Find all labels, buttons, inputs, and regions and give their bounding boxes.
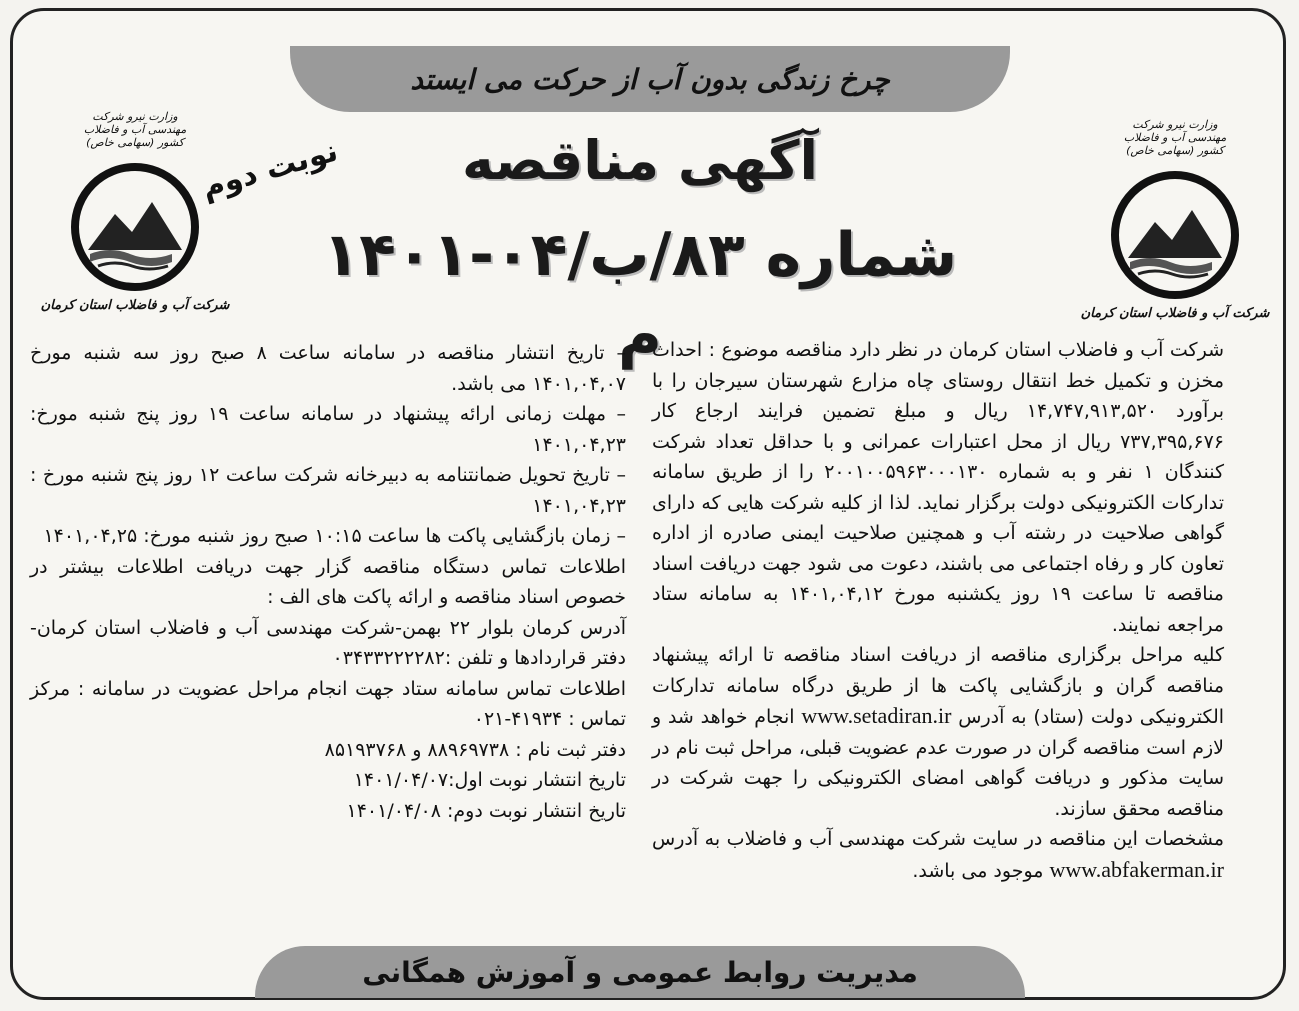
setadiran-link[interactable]: www.setadiran.ir: [801, 703, 952, 728]
contact-intro-line: اطلاعات تماس دستگاه مناقصه گزار جهت دریافت اطلاعات بیشتر در خصوص اسناد مناقصه و ارائه پاکت های الف :: [30, 555, 626, 608]
paragraph-specs: مشخصات این مناقصه در سایت شرکت مهندسی آب و فاضلاب به آدرس www.abfakerman.ir موجود می باشد.: [652, 828, 1224, 882]
setad-contact-line: اطلاعات تماس سامانه ستاد جهت انجام مراحل عضویت در سامانه : مرکز تماس : ۴۱۹۳۴-۰۲۱: [30, 677, 626, 730]
publish-date-line: – تاریخ انتشار مناقصه در سامانه ساعت ۸ صبح روز سه شنبه مورخ ۱۴۰۱,۰۴,۰۷ می باشد.: [30, 342, 627, 395]
water-company-logo-icon: [60, 162, 210, 292]
ad-title: آگهی مناقصه: [461, 129, 819, 192]
first-publish-line: تاریخ انتشار نوبت اول:۱۴۰۱/۰۴/۰۷: [353, 769, 626, 791]
address-line: آدرس کرمان بلوار ۲۲ بهمن-شرکت مهندسی آب و فاضلاب استان کرمان-دفتر قراردادها و تلفن :۰۳۴۳۳۲۲۲۲۸۲: [30, 616, 626, 669]
water-company-logo-icon: [1100, 170, 1250, 300]
footer-text: مدیریت روابط عمومی و آموزش همگانی: [362, 955, 918, 989]
slogan-banner: [290, 46, 1010, 112]
footer-banner: [255, 946, 1025, 998]
abfakerman-link[interactable]: www.abfakerman.ir: [1049, 856, 1224, 882]
opening-line: – زمان بازگشایی پاکت ها ساعت ۱۰:۱۵ صبح روز شنبه مورخ: ۱۴۰۱,۰۴,۲۵: [43, 525, 626, 547]
paragraph-intro: شرکت آب و فاضلاب استان کرمان در نظر دارد مناقصه موضوع : احداث مخزن و تکمیل خط انتقال روستای چاه مزارع شهرستان سیرجان را با برآورد ۱۴,۷۴۷,۹۱۳,۵۲۰ ریال و مبلغ تضمین فرایند ارجاع کار ۷۳۷,۳۹۵,۶۷۶ ریال از محل اعتبارات عمرانی و با حداقل تعداد شرکت کنندگان ۱ نفر و به شماره ۲۰۰۱۰۰۵۹۶۳۰۰۰۱۳۰ را از طریق سامانه تدارکات الکترونیکی دولت برگزار نماید. لذا از کلیه شرکت هایی که دارای گواهی صلاحیت در رشته آب و همچنین صلاحیت ایمنی صادره از اداره تعاون کار و رفاه اجتماعی می باشند، دعوت می شود جهت دریافت اسناد مناقصه تا ساعت ۱۹ روز یکشنبه مورخ ۱۴۰۱,۰۴,۱۲ به سامانه ستاد مراجعه نمایند.: [652, 339, 1224, 636]
registration-office-line: دفتر ثبت نام : ۸۸۹۶۹۷۳۸ و ۸۵۱۹۳۷۶۸: [324, 738, 626, 761]
second-publish-line: تاریخ انتشار نوبت دوم: ۱۴۰۱/۰۴/۰۸: [346, 799, 626, 822]
round-label: نوبت دوم: [197, 133, 342, 206]
body-right-column: [652, 335, 1224, 886]
logo-company-text: شرکت آب و فاضلاب استان کرمان: [40, 298, 230, 313]
logo-ministry-text: وزارت نیرو شرکت مهندسی آب و فاضلاب کشور (سهامی خاص): [83, 110, 187, 149]
paragraph-procedure: کلیه مراحل برگزاری مناقصه از دریافت اسناد مناقصه تا ارائه پیشنهاد مناقصه گران و بازگشایی پاکت ها از طریق درگاه سامانه تدارکات الکترونیکی دولت (ستاد) به آدرس www.setadiran.ir انجام خواهد شد و لازم است مناقصه گران در صورت عدم عضویت قبلی، مراحل ثبت نام در سایت مذکور و دریافت گواهی امضای الکترونیکی را جهت شرکت در مناقصه محقق سازند.: [652, 644, 1225, 820]
slogan-text: چرخ زندگی بدون آب از حرکت می ایستد: [410, 62, 890, 96]
tender-number: شماره ۸۳/ب/۰۴-۱۴۰۱ م: [322, 220, 958, 370]
deadline-line: – مهلت زمانی ارائه پیشنهاد در سامانه ساعت ۱۹ روز پنج شنبه مورخ: ۱۴۰۱,۰۴,۲۳: [30, 403, 626, 456]
logo-left: [40, 110, 230, 320]
logo-right: [1080, 118, 1270, 328]
logo-company-text: شرکت آب و فاضلاب استان کرمان: [1080, 306, 1270, 321]
body-left-column: [30, 338, 626, 826]
logo-ministry-text: وزارت نیرو شرکت مهندسی آب و فاضلاب کشور (سهامی خاص): [1123, 118, 1227, 157]
guarantee-line: – تاریخ تحویل ضمانتنامه به دبیرخانه شرکت ساعت ۱۲ روز پنج شنبه مورخ : ۱۴۰۱,۰۴,۲۳: [30, 464, 626, 517]
